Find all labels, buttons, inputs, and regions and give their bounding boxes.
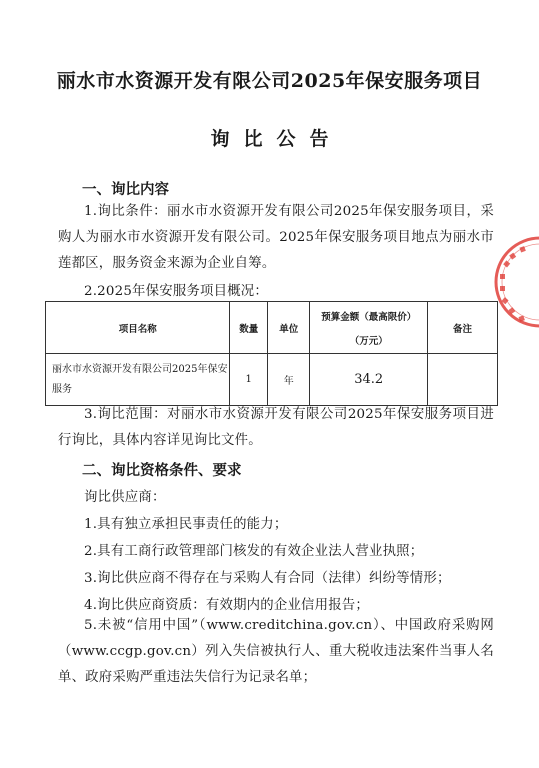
budget-header-line1: 预算金额（最高限价） <box>321 311 417 323</box>
line-requirement-4: 4.询比供应商资质：有效期内的企业信用报告； <box>84 598 369 613</box>
cell-note <box>427 354 497 406</box>
line-supplier-label: 询比供应商： <box>84 490 166 505</box>
col-header-qty: 数量 <box>230 302 268 354</box>
col-header-unit: 单位 <box>267 302 309 354</box>
col-header-budget <box>310 302 428 354</box>
line-requirement-1: 1.具有独立承担民事责任的能力； <box>84 517 288 532</box>
col-header-note: 备注 <box>427 302 497 354</box>
paragraph-requirement-5 <box>58 613 494 691</box>
document-subtitle: 询比公告 <box>210 128 343 150</box>
paragraph-text: 5.未被“信用中国”（www.creditchina.gov.cn）、中国政府采购网（www.ccgp.gov.cn）列入失信被执行人、重大税收违法案件当事人名单、政府采购严重违法失信行为记录名单； <box>58 618 494 685</box>
table-row <box>46 354 498 406</box>
paragraph-text: 1.询比条件：丽水市水资源开发有限公司2025年保安服务项目，采购人为丽水市水资源开发有限公司。2025年保安服务项目地点为丽水市莲都区，服务资金来源为企业自筹。 <box>58 204 494 271</box>
paragraph-project-overview: 2.2025年保安服务项目概况： <box>84 284 268 299</box>
budget-header-line2: （万元） <box>349 335 388 347</box>
section-heading-1: 一、询比内容 <box>82 182 169 198</box>
paragraph-text: 3.询比范围：对丽水市水资源开发有限公司2025年保安服务项目进行询比，具体内容详见询比文件。 <box>58 407 494 448</box>
line-requirement-2: 2.具有工商行政管理部门核发的有效企业法人营业执照； <box>84 544 424 559</box>
cell-amount: 34.2 <box>310 354 428 406</box>
company-seal-icon <box>490 232 539 332</box>
table-header-row <box>46 302 498 354</box>
document-title: 丽水市水资源开发有限公司2025年保安服务项目 <box>56 70 483 92</box>
paragraph-inquiry-scope <box>58 402 494 454</box>
cell-project-name: 丽水市水资源开发有限公司2025年保安服务 <box>46 354 230 406</box>
cell-unit: 年 <box>267 354 309 406</box>
section-heading-2: 二、询比资格条件、要求 <box>82 463 242 479</box>
cell-qty: 1 <box>230 354 268 406</box>
col-header-name: 项目名称 <box>46 302 230 354</box>
line-requirement-3: 3.询比供应商不得存在与采购人有合同（法律）纠纷等情形； <box>84 571 451 586</box>
paragraph-inquiry-conditions <box>58 199 494 277</box>
project-table <box>45 301 498 406</box>
